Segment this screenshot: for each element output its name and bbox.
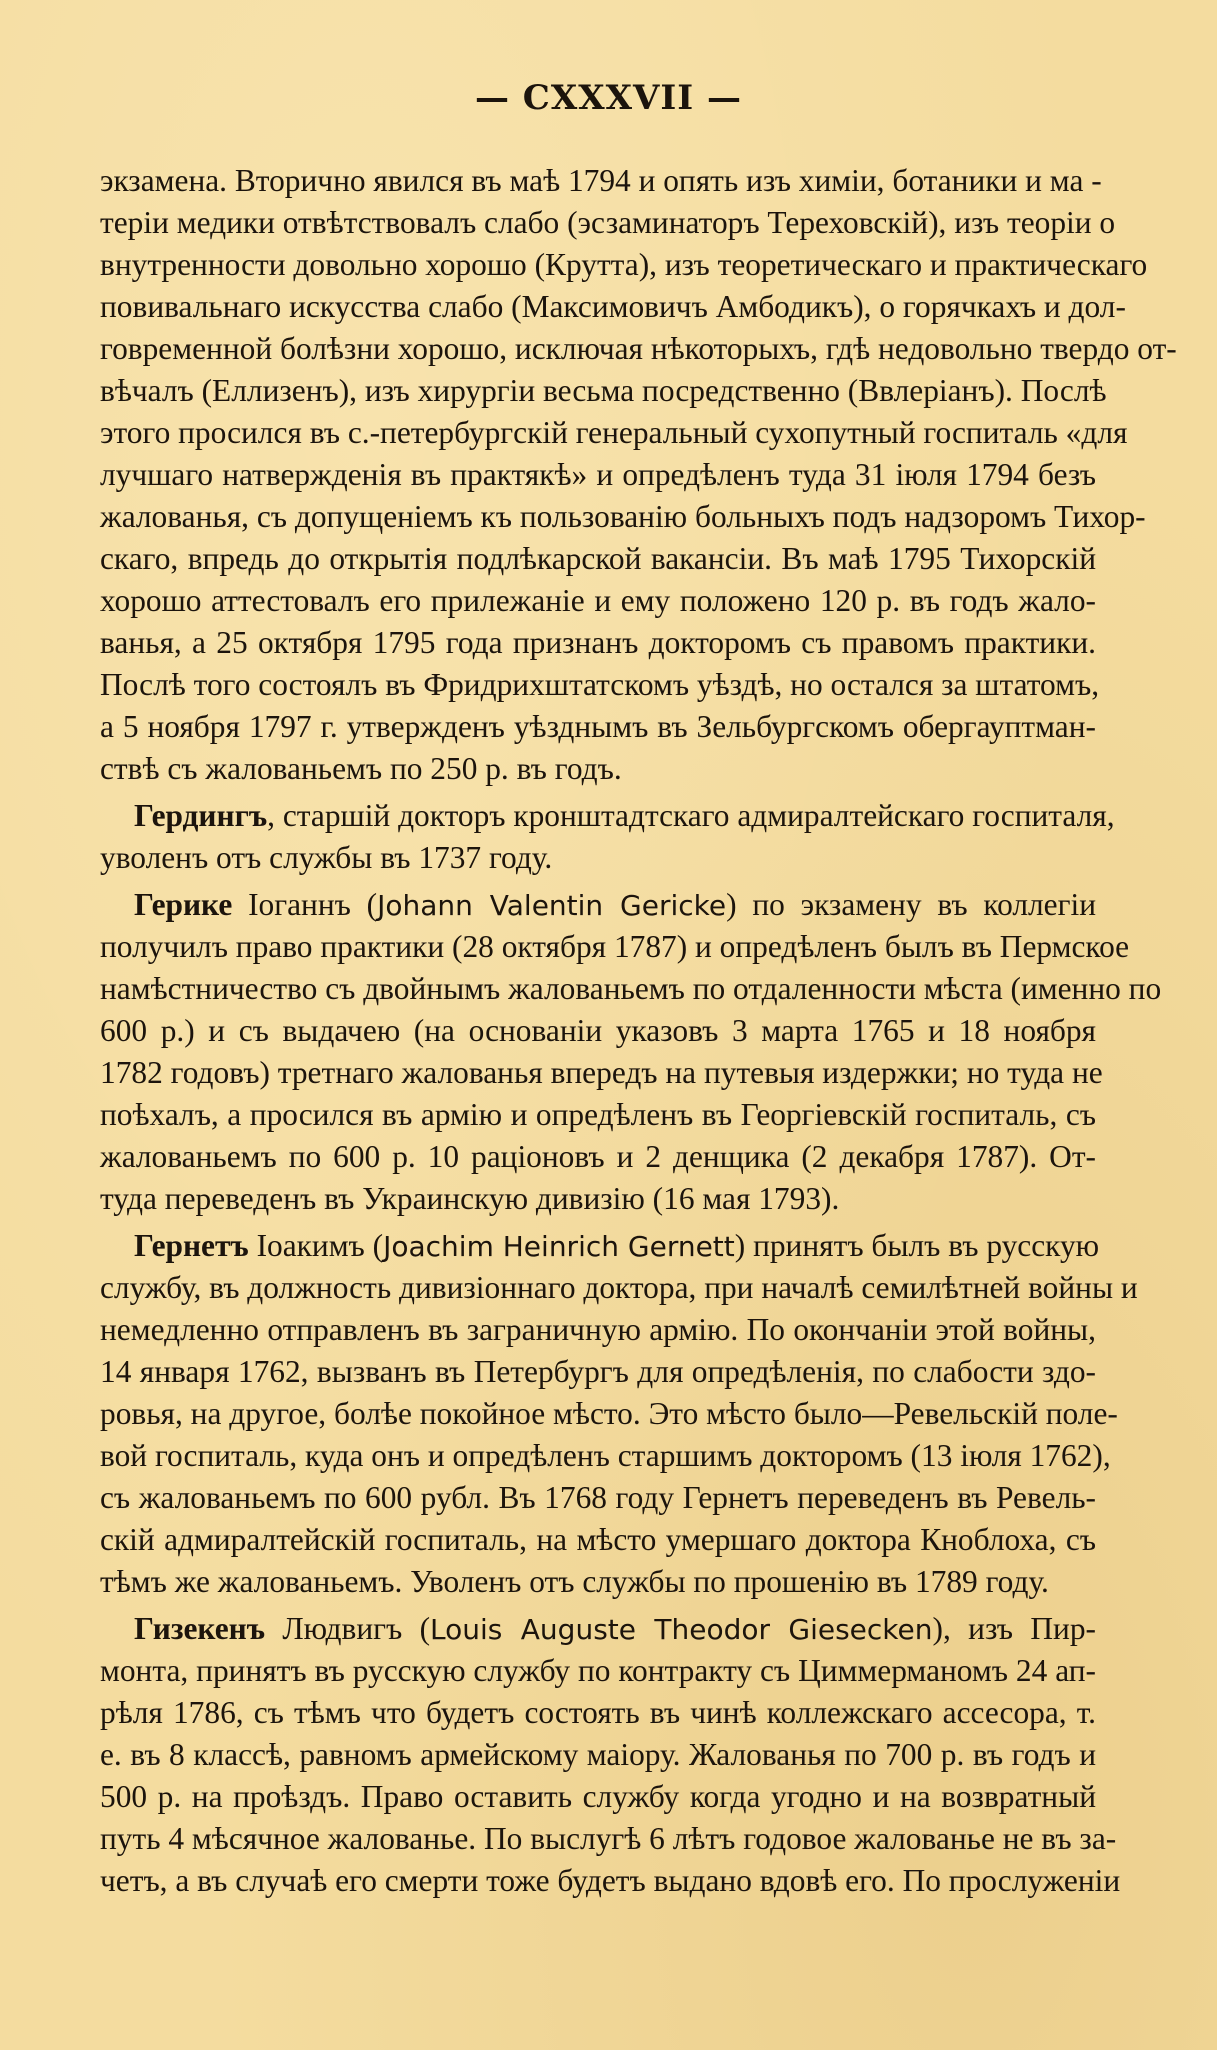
page-number-header: — CXXXVII —: [474, 78, 743, 118]
text-line: немедленно отправленъ въ заграничную армію. По окончаніи этой войны,: [100, 1312, 1096, 1347]
text-line: ванья, а 25 октября 1795 года признанъ докторомъ съ правомъ практики.: [100, 625, 1096, 660]
text-line: повивальнаго искусства слабо (Максимовичъ Амбодикъ), о горячкахъ и дол-: [100, 289, 1126, 324]
text-line: четъ, а въ случаѣ его смерти тоже будетъ выдано вдовѣ его. По прослуженіи: [100, 1863, 1121, 1898]
text-line: съ жалованьемъ по 600 рубл. Въ 1768 году Гернетъ переведенъ въ Ревель-: [100, 1480, 1096, 1515]
text-line: тѣмъ же жалованьемъ. Уволенъ отъ службы по прошенію въ 1789 году.: [100, 1564, 1049, 1599]
text-line: ствѣ съ жалованьемъ по 250 р. въ годъ.: [100, 751, 622, 786]
entry-gericke: [100, 884, 1162, 1220]
latin-name: Joachim Heinrich Gernett: [383, 1230, 735, 1263]
entry-text: ) по экзамену въ коллегіи: [726, 887, 1097, 922]
text-line: вѣчалъ (Еллизенъ), изъ хирургіи весьма посредственно (Ввлеріанъ). Послѣ: [100, 373, 1107, 408]
text-line: намѣстничество съ двойнымъ жалованьемъ по отдаленности мѣста (именно по: [100, 971, 1162, 1006]
text-line: 1782 годовъ) третнаго жалованья впередъ на путевыя издержки; но туда не: [100, 1055, 1103, 1090]
text-line: рѣля 1786, съ тѣмъ что будетъ состоять въ чинѣ коллежскаго ассесора, т.: [100, 1695, 1096, 1730]
entry-gernet: [100, 1225, 1138, 1603]
text-line: теріи медики отвѣтствовалъ слабо (эсзаминаторъ Тереховскій), изъ теоріи о: [100, 205, 1116, 240]
latin-name: Johann Valentin Gericke: [377, 889, 727, 922]
text-line: лучшаго натвержденія въ практякѣ» и опредѣленъ туда 31 іюля 1794 безъ: [100, 457, 1096, 492]
text-line: 14 января 1762, вызванъ въ Петербургъ для опредѣленія, по слабости здо-: [100, 1354, 1096, 1389]
entry-first-line: [100, 884, 1096, 926]
text-line: ровья, на другое, болѣе покойное мѣсто. Это мѣсто было—Ревельскій поле-: [100, 1396, 1118, 1431]
text-line: а 5 ноября 1797 г. утвержденъ уѣзднымъ въ Зельбургскомъ обергауптман-: [100, 709, 1096, 744]
entry-first-line: [100, 1225, 1100, 1267]
text-line: скаго, впредь до открытія подлѣкарской вакансіи. Въ маѣ 1795 Тихорскій: [100, 541, 1096, 576]
entry-text: Іоакимъ (: [248, 1228, 384, 1263]
text-line: туда переведенъ въ Украинскую дивизію (16 мая 1793).: [100, 1181, 840, 1216]
entry-name: Гизекенъ: [134, 1611, 266, 1646]
entry-text: Іоганнъ (: [232, 887, 378, 922]
entry-name: Герике: [134, 887, 233, 922]
text-line: монта, принятъ въ русскую службу по контракту съ Циммерманомъ 24 ап-: [100, 1653, 1096, 1688]
text-line: службу, въ должность дивизіоннаго доктора, при началѣ семилѣтней войны и: [100, 1270, 1138, 1305]
text-line: е. въ 8 классѣ, равномъ армейскому маіору. Жалованья по 700 р. въ годъ и: [100, 1737, 1096, 1772]
entry-name: Гердингъ: [134, 798, 268, 833]
latin-name: Louis Auguste Theodor Giesecken: [430, 1613, 933, 1646]
entry-first-line: [100, 1608, 1096, 1650]
text-line: этого просился въ с.-петербургскій генеральный сухопутный госпиталь «для: [100, 415, 1128, 450]
text-line: получилъ право практики (28 октября 1787) и опредѣленъ былъ въ Пермское: [100, 929, 1130, 964]
entry-text: Людвигъ (: [265, 1611, 431, 1646]
entry-first-line: [100, 795, 1115, 837]
text-line: жалованьемъ по 600 р. 10 раціоновъ и 2 денщика (2 декабря 1787). От-: [100, 1139, 1096, 1174]
entry-text: ) принятъ былъ въ русскую: [734, 1228, 1100, 1263]
paragraph-continuation: [100, 160, 1177, 790]
entry-gerdings: [100, 795, 1115, 879]
text-line: 600 р.) и съ выдачею (на основаніи указовъ 3 марта 1765 и 18 ноября: [100, 1013, 1096, 1048]
entry-text: , старшій докторъ кронштадтскаго адмиралтейскаго госпиталя,: [267, 798, 1115, 833]
text-line: говременной болѣзни хорошо, исключая нѣкоторыхъ, гдѣ недовольно твердо от-: [100, 331, 1177, 366]
text-line: хорошо аттестовалъ его прилежаніе и ему положено 120 р. въ годъ жало-: [100, 583, 1096, 618]
entry-name: Гернетъ: [134, 1228, 249, 1263]
text-line: Послѣ того состоялъ въ Фридрихштатскомъ уѣздѣ, но остался за штатомъ,: [100, 667, 1100, 702]
body-text: [100, 160, 1177, 1902]
text-line: вой госпиталь, куда онъ и опредѣленъ старшимъ докторомъ (13 іюля 1762),: [100, 1438, 1111, 1473]
text-line: внутренности довольно хорошо (Крутта), изъ теоретическаго и практическаго: [100, 247, 1148, 282]
text-line: скій адмиралтейскій госпиталь, на мѣсто умершаго доктора Кноблоха, съ: [100, 1522, 1096, 1557]
text-line: уволенъ отъ службы въ 1737 году.: [100, 840, 553, 875]
text-line: экзамена. Вторично явился въ маѣ 1794 и опять изъ химіи, ботаники и ма -: [100, 163, 1102, 198]
text-line: поѣхалъ, а просился въ армію и опредѣленъ въ Георгіевскій госпиталь, съ: [100, 1097, 1096, 1132]
entry-giesecken: [100, 1608, 1121, 1902]
text-line: жалованья, съ допущеніемъ къ пользованію больныхъ подъ надзоромъ Тихор-: [100, 499, 1146, 534]
text-line: путь 4 мѣсячное жалованье. По выслугѣ 6 лѣтъ годовое жалованье не въ за-: [100, 1821, 1117, 1856]
text-line: 500 р. на проѣздъ. Право оставить службу когда угодно и на возвратный: [100, 1779, 1096, 1814]
entry-text: ), изъ Пир-: [932, 1611, 1096, 1646]
